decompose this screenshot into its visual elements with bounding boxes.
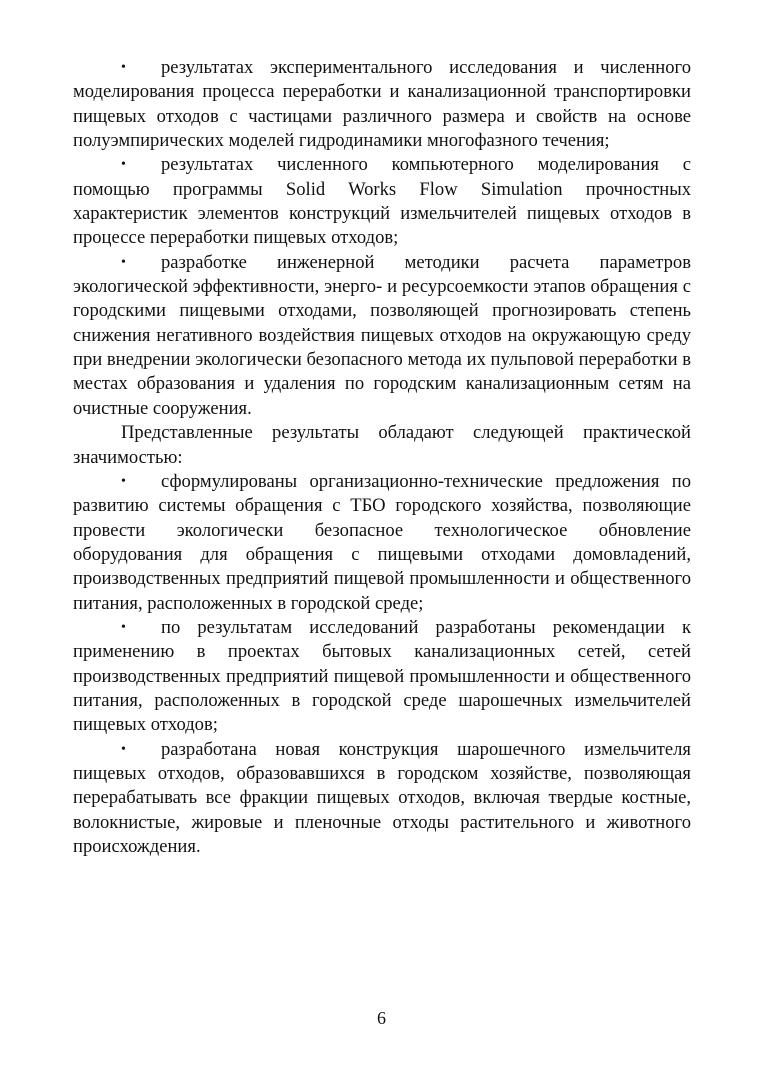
bullet-icon: • [121, 741, 126, 757]
practical-item-2 [73, 616, 691, 738]
practical-intro-paragraph: Представленные результаты обладают следующей практической значимостью: [73, 422, 691, 468]
results-item-1 [73, 56, 691, 153]
results-item-3-text: разработке инженерной методики расчета параметров экологической эффективности, энерго- и ресурсоемкости этапов обращения с городскими пищевыми отходами, позволяющей прогнозировать степень снижения негативного воздействия пищевых отходов на окружающую среду при внедрении экологически безопасного метода их пульповой переработки в местах образования и удаления по городским канализационным сетям на очистные сооружения. [73, 251, 691, 419]
bullet-icon: • [121, 619, 126, 635]
practical-item-1 [73, 470, 691, 616]
results-item-2 [73, 153, 691, 250]
results-item-2-text: результатах численного компьютерного моделирования с помощью программы Solid Works Flow Simulation прочностных характеристик элементов конструкций измельчителей пищевых отходов в процессе переработки пищевых отходов; [73, 154, 691, 249]
bullet-icon: • [121, 473, 126, 489]
practical-item-3 [73, 738, 691, 860]
page-body [73, 56, 691, 859]
bullet-icon: • [121, 157, 126, 173]
practical-item-1-text: сформулированы организационно-технические предложения по развитию системы обращения с ТБО городского хозяйства, позволяющие провести экологически безопасное технологическое обновление оборудования для обращения с пищевыми отходами домовладений, производственных предприятий пищевой промышленности и общественного питания, расположенных в городской среде; [73, 470, 691, 614]
results-item-3 [73, 251, 691, 421]
bullet-icon: • [121, 254, 126, 270]
practical-item-3-text: разработана новая конструкция шарошечного измельчителя пищевых отходов, образовавшихся в городском хозяйстве, позволяющая перерабатывать все фракции пищевых отходов, включая твердые костные, волокнистые, жировые и пленочные отходы растительного и животного происхождения. [73, 738, 691, 857]
page-number: 6 [377, 1008, 386, 1028]
practical-item-2-text: по результатам исследований разработаны рекомендации к применению в проектах бытовых канализационных сетей, сетей производственных предприятий пищевой промышленности и общественного питания, расположенных в городской среде шарошечных измельчителей пищевых отходов; [73, 616, 691, 736]
results-item-1-text: результатах экспериментального исследования и численного моделирования процесса переработки и канализационной транспортировки пищевых отходов с частицами различного размера и свойств на основе полуэмпирических моделей гидродинамики многофазного течения; [73, 57, 691, 152]
bullet-icon: • [121, 60, 126, 75]
